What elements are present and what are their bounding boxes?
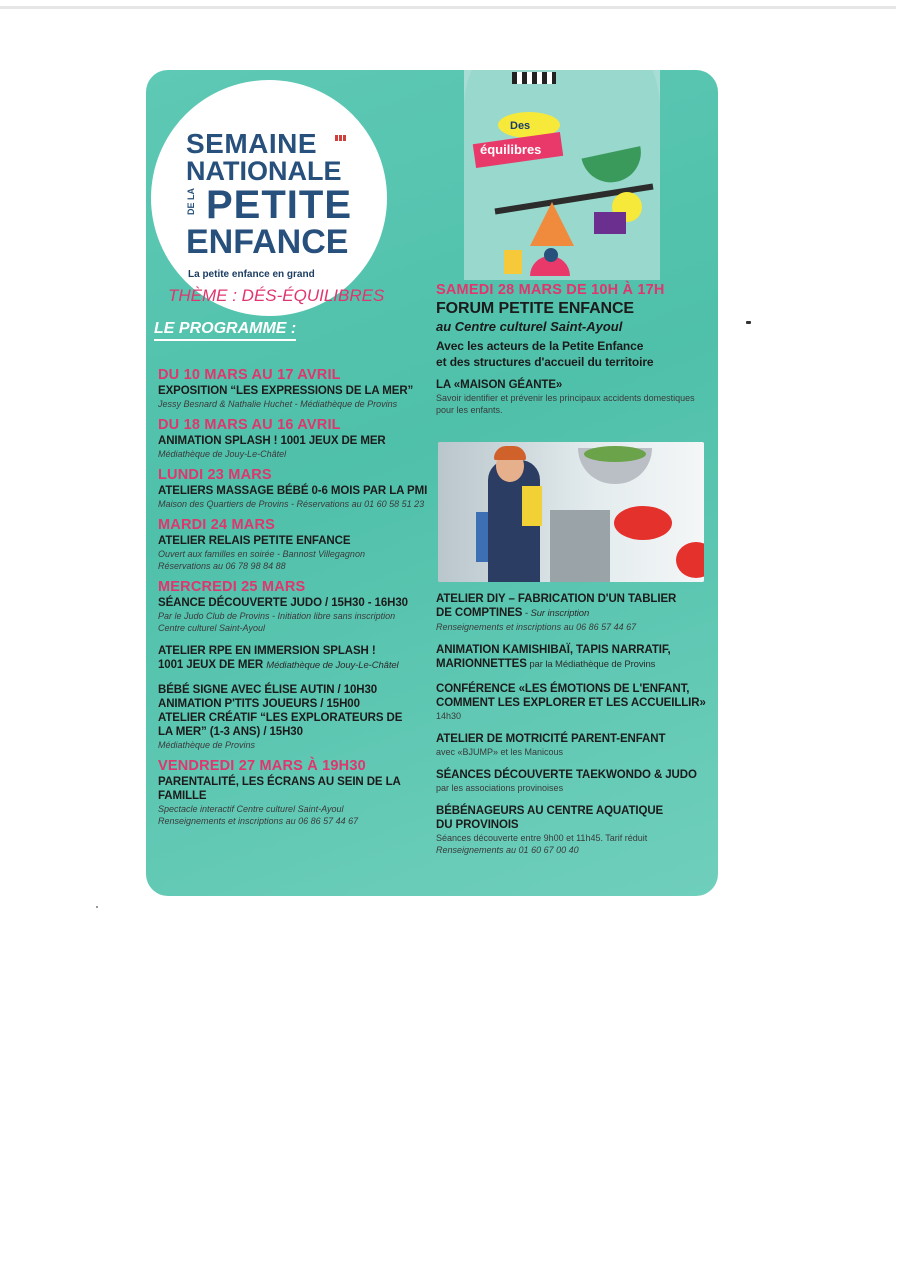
event-date: VENDREDI 27 MARS À 19H30 <box>158 758 366 774</box>
left-program-column <box>158 360 430 827</box>
event-date: MERCREDI 25 MARS <box>158 579 306 595</box>
event-title: ATELIER RPE EN IMMERSION SPLASH ! <box>158 645 376 657</box>
right-program-column <box>436 280 708 416</box>
event-title: ATELIER DE MOTRICITÉ PARENT-ENFANT <box>436 733 666 745</box>
logo-antenna-icon <box>335 128 347 134</box>
logo-de-la: DE LA <box>186 188 196 215</box>
logo-line-semaine: SEMAINE <box>186 128 318 159</box>
forum-desc: et des structures d'accueil du territoire <box>436 355 654 369</box>
event-title: ANIMATION SPLASH ! 1001 JEUX DE MER <box>158 435 386 447</box>
orange-triangle-shape <box>530 202 574 246</box>
theme-text: THÈME : DÉS-ÉQUILIBRES <box>168 286 385 305</box>
event-sub: Centre culturel Saint-Ayoul <box>158 623 265 633</box>
event-logo <box>186 130 352 280</box>
event-date: LUNDI 23 MARS <box>158 467 272 483</box>
event-title: SÉANCES DÉCOUVERTE TAEKWONDO & JUDO <box>436 769 697 781</box>
event-sub: Par le Judo Club de Provins - Initiation libre sans inscription <box>158 611 396 621</box>
event-title-part: DE COMPTINES <box>436 607 523 619</box>
event-title: COMMENT LES EXPLORER ET LES ACCUEILLIR» <box>436 697 706 709</box>
event-sub: 14h30 <box>436 711 462 721</box>
event-title: LA MER” (1-3 ANS) / 15H30 <box>158 726 303 738</box>
event-title-part: MARIONNETTES <box>436 658 527 670</box>
flyer-poster <box>146 70 718 896</box>
event-sub: Spectacle interactif Centre culturel Saint-Ayoul <box>158 804 344 814</box>
event-title: ANIMATION P'TITS JOUEURS / 15H00 <box>158 698 360 710</box>
event-date: DU 10 MARS AU 17 AVRIL <box>158 367 341 383</box>
scan-speck <box>96 906 98 908</box>
event-title: EXPOSITION “LES EXPRESSIONS DE LA MER” <box>158 385 414 397</box>
logo-line-nationale: NATIONALE <box>186 156 342 186</box>
event-title <box>436 606 708 621</box>
forum-title: FORUM PETITE ENFANCE <box>436 300 635 317</box>
event-sub: Ouvert aux familles en soirée - Bannost Villegagnon <box>158 549 365 559</box>
event-sub: Réservations au 06 78 98 84 88 <box>158 561 286 571</box>
event-title: DU PROVINOIS <box>436 819 519 831</box>
purple-rect-shape <box>594 212 626 234</box>
event-sub: Savoir identifier et prévenir les principaux accidents domestiques pour les enfants. <box>436 393 695 415</box>
illustration-des-text: Des <box>510 120 531 132</box>
logo-tagline: La petite enfance en grand <box>188 269 315 280</box>
event-sub: Médiathèque de Jouy-Le-Châtel <box>158 449 287 459</box>
scan-speck <box>746 321 751 324</box>
event-place: Médiathèque de Jouy-Le-Châtel <box>266 660 399 671</box>
event-sub: Jessy Besnard & Nathalie Huchet - Médiathèque de Provins <box>158 399 398 409</box>
event-title: ATELIER RELAIS PETITE ENFANCE <box>158 535 351 547</box>
illustration-equilibres-text: équilibres <box>480 142 542 157</box>
event-sub: Médiathèque de Provins <box>158 740 256 750</box>
forum-date: SAMEDI 28 MARS DE 10H À 17H <box>436 282 665 298</box>
event-title: ANIMATION KAMISHIBAÏ, TAPIS NARRATIF, <box>436 644 671 656</box>
forum-desc: Avec les acteurs de la Petite Enfance <box>436 339 644 353</box>
forum-photo <box>438 442 704 582</box>
forum-place: au Centre culturel Saint-Ayoul <box>436 319 623 334</box>
event-title-part: 1001 JEUX DE MER <box>158 659 264 671</box>
event-date: DU 18 MARS AU 16 AVRIL <box>158 417 341 433</box>
yellow-block-shape <box>504 250 522 274</box>
event-sub: avec «BJUMP» et les Manicous <box>436 747 564 757</box>
event-title <box>436 657 708 672</box>
event-sub: Renseignements et inscriptions au 06 86 57 44 67 <box>436 622 637 632</box>
event-title: ATELIER CRÉATIF “LES EXPLORATEURS DE <box>158 712 403 724</box>
event-title: SÉANCE DÉCOUVERTE JUDO / 15H30 - 16H30 <box>158 597 408 609</box>
programme-heading: LE PROGRAMME : <box>154 320 296 341</box>
right-activities-column <box>436 592 708 856</box>
event-sub: Renseignements et inscriptions au 06 86 57 44 67 <box>158 816 359 826</box>
event-title: BÉBÉ SIGNE AVEC ÉLISE AUTIN / 10H30 <box>158 684 378 696</box>
event-sub: Maison des Quartiers de Provins - Réservations au 01 60 58 51 23 <box>158 499 425 509</box>
event-title: PARENTALITÉ, LES ÉCRANS AU SEIN DE LA FAMILLE <box>158 776 401 802</box>
event-sub: Renseignements au 01 60 67 00 40 <box>436 845 579 855</box>
event-title: BÉBÉNAGEURS AU CENTRE AQUATIQUE <box>436 805 664 817</box>
equilibres-illustration <box>464 70 660 280</box>
event-title <box>158 658 430 673</box>
event-title: ATELIER DIY – FABRICATION D'UN TABLIER <box>436 593 677 605</box>
scan-top-edge <box>0 6 896 9</box>
stripes-shape <box>512 72 556 84</box>
logo-line-enfance: ENFANCE <box>186 223 349 261</box>
event-title: LA «MAISON GÉANTE» <box>436 379 563 391</box>
navy-ball-shape <box>544 248 558 262</box>
event-sub: Séances découverte entre 9h00 et 11h45. Tarif réduit <box>436 833 648 843</box>
event-title: ATELIERS MASSAGE BÉBÉ 0-6 MOIS PAR LA PMI <box>158 485 428 497</box>
event-sub: par les associations provinoises <box>436 783 564 793</box>
event-note: par la Médiathèque de Provins <box>526 659 656 670</box>
event-title: CONFÉRENCE «LES ÉMOTIONS DE L'ENFANT, <box>436 683 690 695</box>
logo-line-petite: PETITE <box>206 183 353 227</box>
event-date: MARDI 24 MARS <box>158 517 275 533</box>
event-note: - Sur inscription <box>522 608 590 619</box>
